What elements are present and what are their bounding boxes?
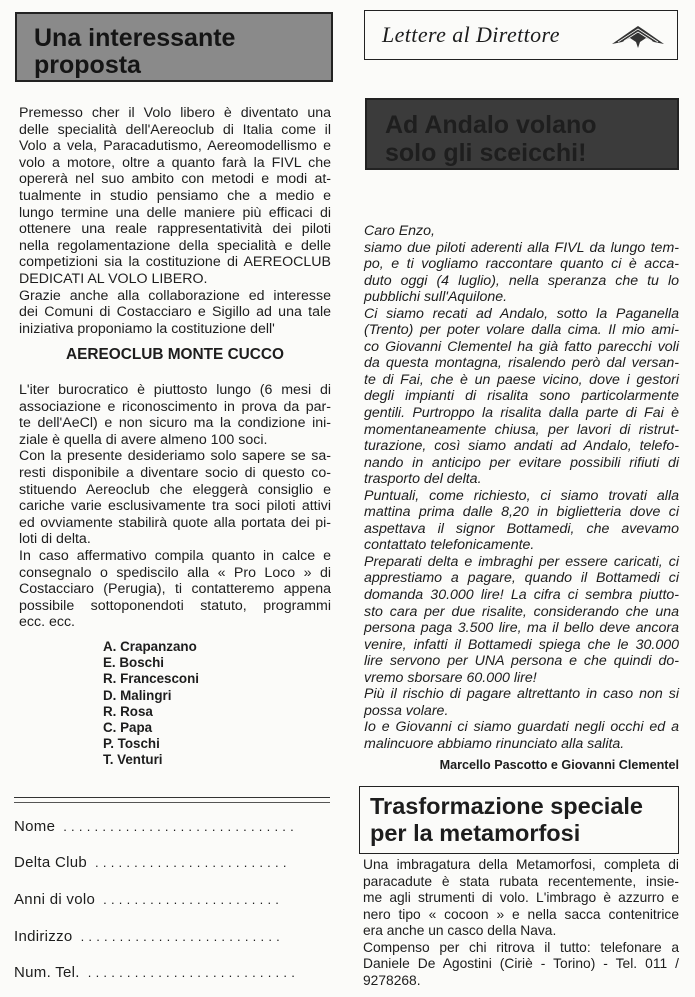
left-article-body-2 [19, 382, 331, 631]
letters-body-line: domanda 30.000 lire! La cifra ci sembra piutto- [364, 587, 679, 604]
signatory-name: P. Toschi [103, 736, 160, 752]
notice-headline-box [359, 786, 679, 854]
form-field-label: Indirizzo [14, 928, 73, 945]
letters-body-line: contattato telefonicamente. [364, 537, 535, 554]
letters-body-line: Io e Giovanni ci siamo guardati negli occhi ed a [364, 719, 679, 736]
form-field-row [14, 818, 294, 835]
notice-headline-line-2: per la metamorfosi [370, 820, 581, 846]
form-field-blank[interactable]: . . . . . . . . . . . . . . . . . . . . . . . . . . . [87, 965, 296, 980]
left-body-line: delle specialità dell'Aereoclub di Italia come il [19, 121, 331, 138]
form-field-blank[interactable]: . . . . . . . . . . . . . . . . . . . . . . . . . . [80, 929, 281, 944]
left-body2-line: L'iter burocratico è piuttosto lungo (6 mesi di [19, 382, 331, 398]
letters-body-line: siamo due piloti aderenti alla FIVL da lungo tem- [364, 239, 679, 256]
notice-headline-line-1: Trasformazione speciale [370, 793, 643, 819]
letters-body-line: venire, infatti il Bottamedi spiega che le 30.000 [364, 636, 679, 653]
letters-section-title: Lettere al Direttore [382, 22, 560, 47]
letters-body-line: degli impianti di risalita sono particolarmente [364, 388, 679, 405]
left-body2-line: possibile sottoponendoti statuto, programmi [19, 597, 331, 614]
left-body-line: lungo termine una delle maniere più efficaci di [19, 204, 331, 221]
notice-body-line: Compenso per chi ritrova il tutto: telefonare a [363, 939, 679, 955]
form-field-row [14, 964, 295, 981]
notice-body-line: Daniele De Agostini (Ciriè - Torino) - Tel. 011 / [363, 956, 679, 971]
left-body-line: Volo a vela, Paracadutismo, Aereomodellismo e [19, 138, 331, 155]
letters-section-header [364, 10, 678, 60]
left-body2-line: ed ovviamente stabilirà quote alla portata dei pi- [19, 514, 331, 531]
letters-body-line: Puntuali, come richiesto, ci siamo trovati alla [364, 487, 679, 504]
left-body2-line: Costacciaro (Perugia), ti contatteremo appena [19, 581, 331, 598]
form-field-blank[interactable]: . . . . . . . . . . . . . . . . . . . . . . . . . [95, 855, 287, 870]
left-body-line: volo a motore, oltre a quanto farà la FIVL che [19, 154, 331, 171]
left-headline-line-1: Una interessante [34, 24, 236, 52]
left-body2-line: te dell'AeCl) e non sicuro ma la condizione ini- [19, 415, 331, 432]
letters-body-line: po, e ti vogliamo raccontare quanto ci è acca- [364, 256, 679, 273]
left-body2-line: consegnalo o spediscilo alla « Pro Loco » di [19, 564, 331, 581]
left-body2-line: stituendo Aereoclub che eleggerà consiglio e [19, 481, 331, 498]
letters-body-line: apprestiamo a pagare, quando il Bottamedi ci [364, 570, 679, 587]
signatory-name: E. Boschi [103, 655, 165, 671]
left-body2-line: ecc. ecc. [19, 614, 75, 631]
letters-body-line: te di Fai, che è un paese vicino, dove i gestori [364, 371, 679, 388]
letters-headline-line-1: Ad Andalo volano [385, 111, 597, 139]
letters-body-line: duto oggi (4 luglio), nella speranza che tu lo [364, 272, 679, 289]
left-body-line: competizioni sia la costituzione di AEREOCLUB [19, 254, 331, 271]
signatories-list [103, 639, 283, 769]
form-field-row [14, 891, 279, 908]
left-body2-line: ziale è quella di avere almeno 100 soci. [19, 431, 268, 448]
form-field-label: Nome [14, 818, 56, 835]
left-body-line: Grazie anche alla collaborazione ed interesse [19, 287, 331, 304]
left-subheading: AEREOCLUB MONTE CUCCO [65, 346, 285, 363]
left-body2-line: resti disponibile a diventare socio di questo co- [19, 464, 331, 481]
left-body-line: opererà nel suo ambito con metodi e modi at- [19, 171, 331, 188]
left-body2-line: In caso affermativo compila quanto in calce e [19, 547, 331, 564]
signatory-name: C. Papa [103, 720, 153, 736]
letters-body-line: trasporto del delta. [364, 471, 482, 488]
form-field-row [14, 854, 287, 871]
letters-body-line: turazione, così siamo andati ad Andalo, telefo- [364, 438, 679, 455]
notice-body-line: nero tipo « cocoon » e nella sacca contenitrice [363, 906, 679, 922]
letters-body-line: lire servono per UNA persona e che quindi do- [364, 653, 679, 670]
left-body2-line: associazione e riconoscimento in prova da par- [19, 398, 331, 415]
letters-body-line: sto cara per due risalite, considerando che una [364, 603, 679, 620]
signatory-name: R. Rosa [103, 703, 153, 719]
letters-body-line: mattina prima dalle 8,20 in biglietteria dove ci [364, 504, 679, 521]
letters-body-line: possa volare. [364, 702, 449, 719]
left-article-body [19, 105, 331, 337]
letters-body-line: aspettava il signor Bottamedi, che avevamo [364, 520, 679, 537]
signatory-name: T. Venturi [103, 752, 163, 768]
letters-body-line: Più il rischio di pagare altrettanto in caso non si [364, 686, 679, 703]
letters-body-line: nando in anticipo per evitare possibili rifiuti di [364, 454, 679, 471]
letters-body-line: gentili. Purtroppo la risalita dalla parte di Fai è [364, 405, 679, 422]
form-field-row [14, 928, 280, 945]
left-body-line: dei Comuni di Costacciaro e Sigillo ad una tale [19, 304, 331, 321]
letters-body-line: momentaneamente chiusa, per lavori di ristrut- [364, 421, 679, 438]
signatory-name: A. Crapanzano [103, 639, 197, 654]
letters-body-line: Caro Enzo, [364, 223, 435, 239]
left-body-line: DEDICATI AL VOLO LIBERO. [19, 270, 208, 287]
form-field-label: Delta Club [14, 854, 88, 871]
letters-headline-line-2: solo gli sceicchi! [385, 139, 587, 167]
left-body-line: ottenere una reale rappresentatività dei piloti [19, 221, 331, 238]
hang-glider-bird-icon [610, 22, 666, 50]
letters-body-line: malincuore abbiamo rinunciato alla salita. [364, 735, 625, 752]
left-body2-line: loti di delta. [19, 531, 91, 548]
left-headline-box [15, 12, 333, 82]
letters-body-line: Ci siamo recati ad Andalo, sotto la Paganella [364, 305, 679, 322]
form-field-label: Anni di volo [14, 891, 96, 908]
form-field-blank[interactable]: . . . . . . . . . . . . . . . . . . . . . . . [103, 892, 280, 907]
letters-body-line: Preparati delta e imbraghi per essere caricati, ci [364, 553, 679, 570]
signatory-name: R. Francesconi [103, 671, 199, 687]
form-field-blank[interactable]: . . . . . . . . . . . . . . . . . . . . . . . . . . . . . . [63, 819, 295, 834]
left-body2-line: cariche varie esclusivamente tra soci piloti attivi [19, 498, 331, 515]
notice-body [363, 857, 679, 989]
letters-body-line: pubblichi sull'Aquilone. [364, 289, 508, 306]
letters-body [364, 223, 679, 753]
letters-body-line: vremo sborsare 60.000 lire! [364, 669, 537, 686]
left-body-line: tualmente in studio pensiamo che a medio e [19, 187, 331, 204]
letters-body-line: co Giovanni Clementel ha già fatto parecchi voli [364, 338, 679, 355]
notice-body-line: 9278268. [363, 972, 421, 988]
letters-body-line: (Trento) per poter volare dalla cima. Il mio ami- [364, 322, 679, 339]
form-top-rule [14, 797, 330, 798]
signatory-name: D. Malingri [103, 687, 172, 703]
notice-body-line: era anche un casco della Nava. [363, 923, 557, 938]
letters-headline-box [365, 98, 679, 170]
notice-body-line: Una imbragatura della Metamorfosi, completa di [363, 857, 679, 872]
left-headline-line-2: proposta [34, 51, 141, 79]
notice-body-line: paracadute è stata rubata recentemente, insie- [363, 873, 679, 889]
letters-body-line: da questa montagna, risalendo però dal versan- [364, 355, 679, 372]
notice-body-line: me agli strumenti di volo. L'imbrago è azzurro e [363, 890, 679, 905]
left-body-line: iniziativa proponiamo la costituzione dell' [19, 320, 275, 337]
letters-body-line: persona paga 3.500 lire, ma il bello deve ancora [364, 620, 679, 637]
form-field-label: Num. Tel. [14, 964, 80, 981]
left-body-line: Premesso cher il Volo libero è diventato una [19, 105, 331, 121]
letters-signature: Marcello Pascotto e Giovanni Clementel [439, 758, 679, 772]
form-second-rule [14, 802, 330, 803]
left-body-line: nella regolamentazione della specialità e delle [19, 237, 331, 254]
left-body2-line: Con la presente desideriamo solo sapere se sa- [19, 448, 331, 465]
